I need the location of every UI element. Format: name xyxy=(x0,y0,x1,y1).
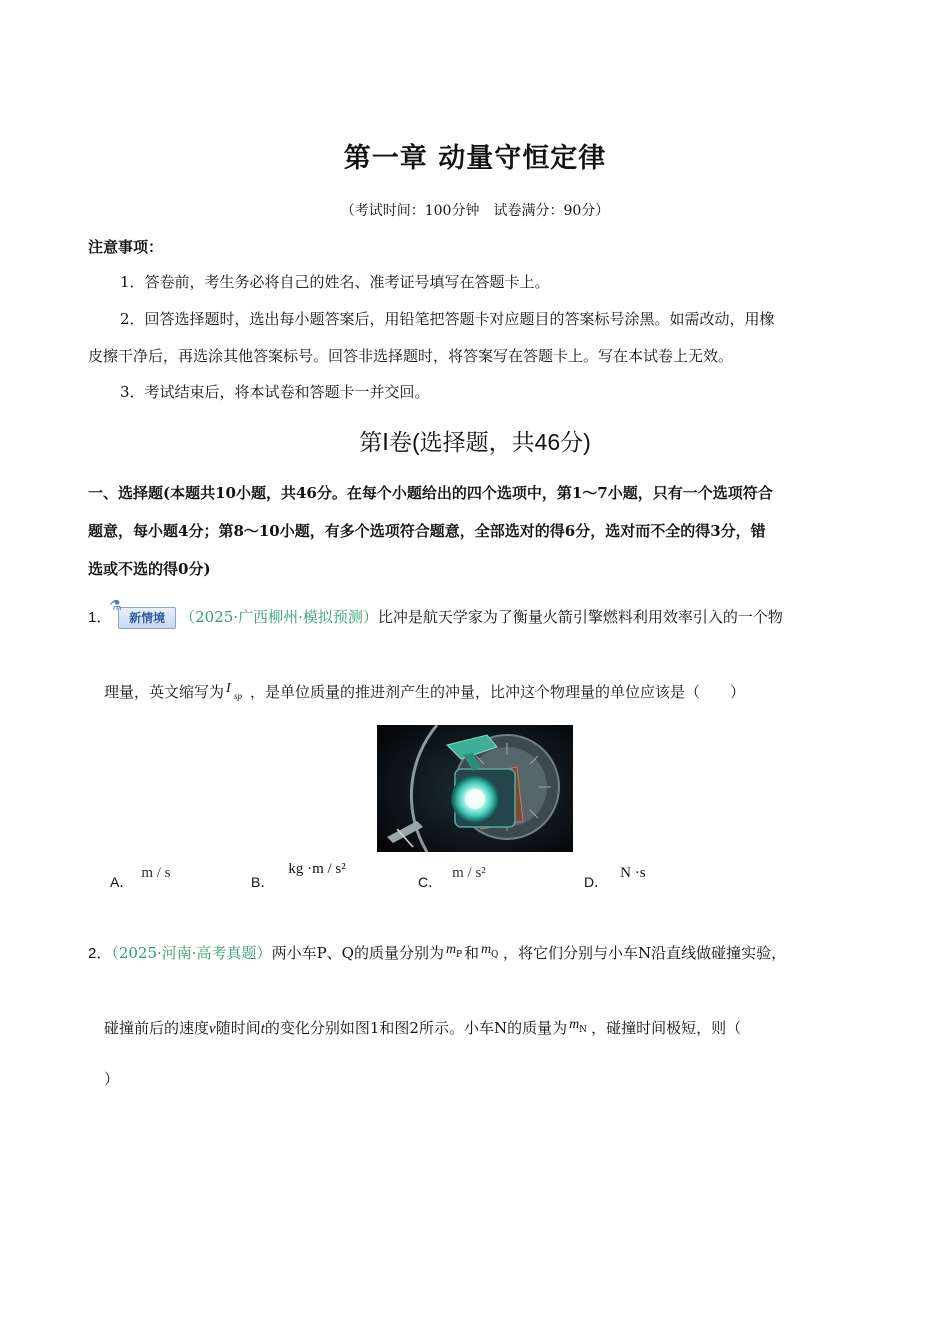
question-2-text-1a: 两小车P、Q的质量分别为 xyxy=(271,944,444,962)
option-a[interactable] xyxy=(110,865,171,892)
question-2-line-2: 碰撞前后的速度v随时间t的变化分别如图1和图2所示。小车N的质量为 m N ，碰撞时间极短，则（ xyxy=(104,1017,742,1037)
flask-icon: ⚗ xyxy=(109,598,122,614)
question-2-source: （2025·河南·高考真题） xyxy=(111,944,272,962)
question-2-line-1: 2．（2025·河南·高考真题）两小车P、Q的质量分别为 m P 和 m Q ，将它们分别与小车N沿直线做碰撞实验， xyxy=(88,942,787,962)
question-1-line-1 xyxy=(88,598,783,629)
option-c-label: C． xyxy=(418,874,443,890)
notice-item-2: 2．回答选择题时，选出每小题答案后，用铅笔把答题卡对应题目的答案标号涂黑。如需改动，用橡 xyxy=(120,310,775,328)
instructions-line-3: 选或不选的得0分) xyxy=(88,560,211,578)
notice-item-1: 1．答卷前，考生务必将自己的姓名、准考证号填写在答题卡上。 xyxy=(120,273,550,291)
question-2-number: 2． xyxy=(88,945,112,962)
new-context-badge xyxy=(109,598,176,629)
page-title: 第一章 动量守恒定律 xyxy=(343,143,607,174)
section-title: 第Ⅰ卷(选择题，共46分) xyxy=(359,429,591,455)
question-2-text-2a: 碰撞前后的速度 xyxy=(104,1019,210,1037)
instructions-line-2: 题意，每小题4分；第8～10小题，有多个选项符合题意，全部选对的得6分，选对而不全的得3分，错 xyxy=(88,522,766,540)
question-2-line-3: ） xyxy=(104,1070,120,1088)
instructions-line-1: 一、选择题(本题共10小题，共46分。在每个小题给出的四个选项中，第1～7小题，只有一个选项符合 xyxy=(88,484,773,502)
question-2-text-2b: 随时间 xyxy=(215,1019,261,1037)
option-d-label: D． xyxy=(584,874,609,890)
option-d-value: N ·s xyxy=(620,865,646,881)
option-b-label: B． xyxy=(251,874,275,890)
notice-item-2-cont: 皮擦干净后，再选涂其他答案标号。回答非选择题时，将答案写在答题卡上。写在本试卷上无效。 xyxy=(88,347,734,365)
notice-item-3: 3．考试结束后，将本试卷和答题卡一并交回。 xyxy=(120,383,430,401)
ion-thruster-photo xyxy=(377,725,573,852)
option-a-value: m / s xyxy=(141,865,171,881)
question-1-text-1: 比冲是航天学家为了衡量火箭引擎燃料利用效率引入的一个物 xyxy=(377,608,783,626)
question-2-text-2c: 的变化分别如图1和图2所示。小车N的质量为 xyxy=(264,1019,568,1037)
notice-heading: 注意事项： xyxy=(88,238,164,256)
question-2-text-1b: ，将它们分别与小车N沿直线做碰撞实验， xyxy=(502,944,787,962)
exam-info: （考试时间：100分钟 试卷满分：90分） xyxy=(340,203,610,219)
velocity-symbol: v xyxy=(209,1021,216,1037)
option-b[interactable] xyxy=(251,861,346,892)
question-1-number: 1． xyxy=(88,609,112,626)
question-1-text-2b: ，是单位质量的推进剂产生的冲量，比冲这个物理量的单位应该是（ ） xyxy=(250,683,746,701)
option-d[interactable] xyxy=(584,865,646,892)
question-2-text-2d: ，碰撞时间极短，则（ xyxy=(591,1019,742,1037)
question-1-line-2: 理量，英文缩写为 I sp ，是单位质量的推进剂产生的冲量，比冲这个物理量的单位应该是（ ） xyxy=(104,681,746,701)
option-b-value: kg ·m / s² xyxy=(288,861,346,877)
option-c[interactable] xyxy=(418,865,486,892)
option-a-label: A． xyxy=(110,874,134,890)
and-text: 和 xyxy=(463,944,479,962)
option-c-value: m / s² xyxy=(452,865,486,881)
time-symbol: t xyxy=(260,1021,265,1037)
question-1-source: （2025·广西柳州·模拟预测） xyxy=(180,608,378,626)
question-1-text-2a: 理量，英文缩写为 xyxy=(104,683,225,701)
badge-label: 新情境 xyxy=(129,611,166,625)
